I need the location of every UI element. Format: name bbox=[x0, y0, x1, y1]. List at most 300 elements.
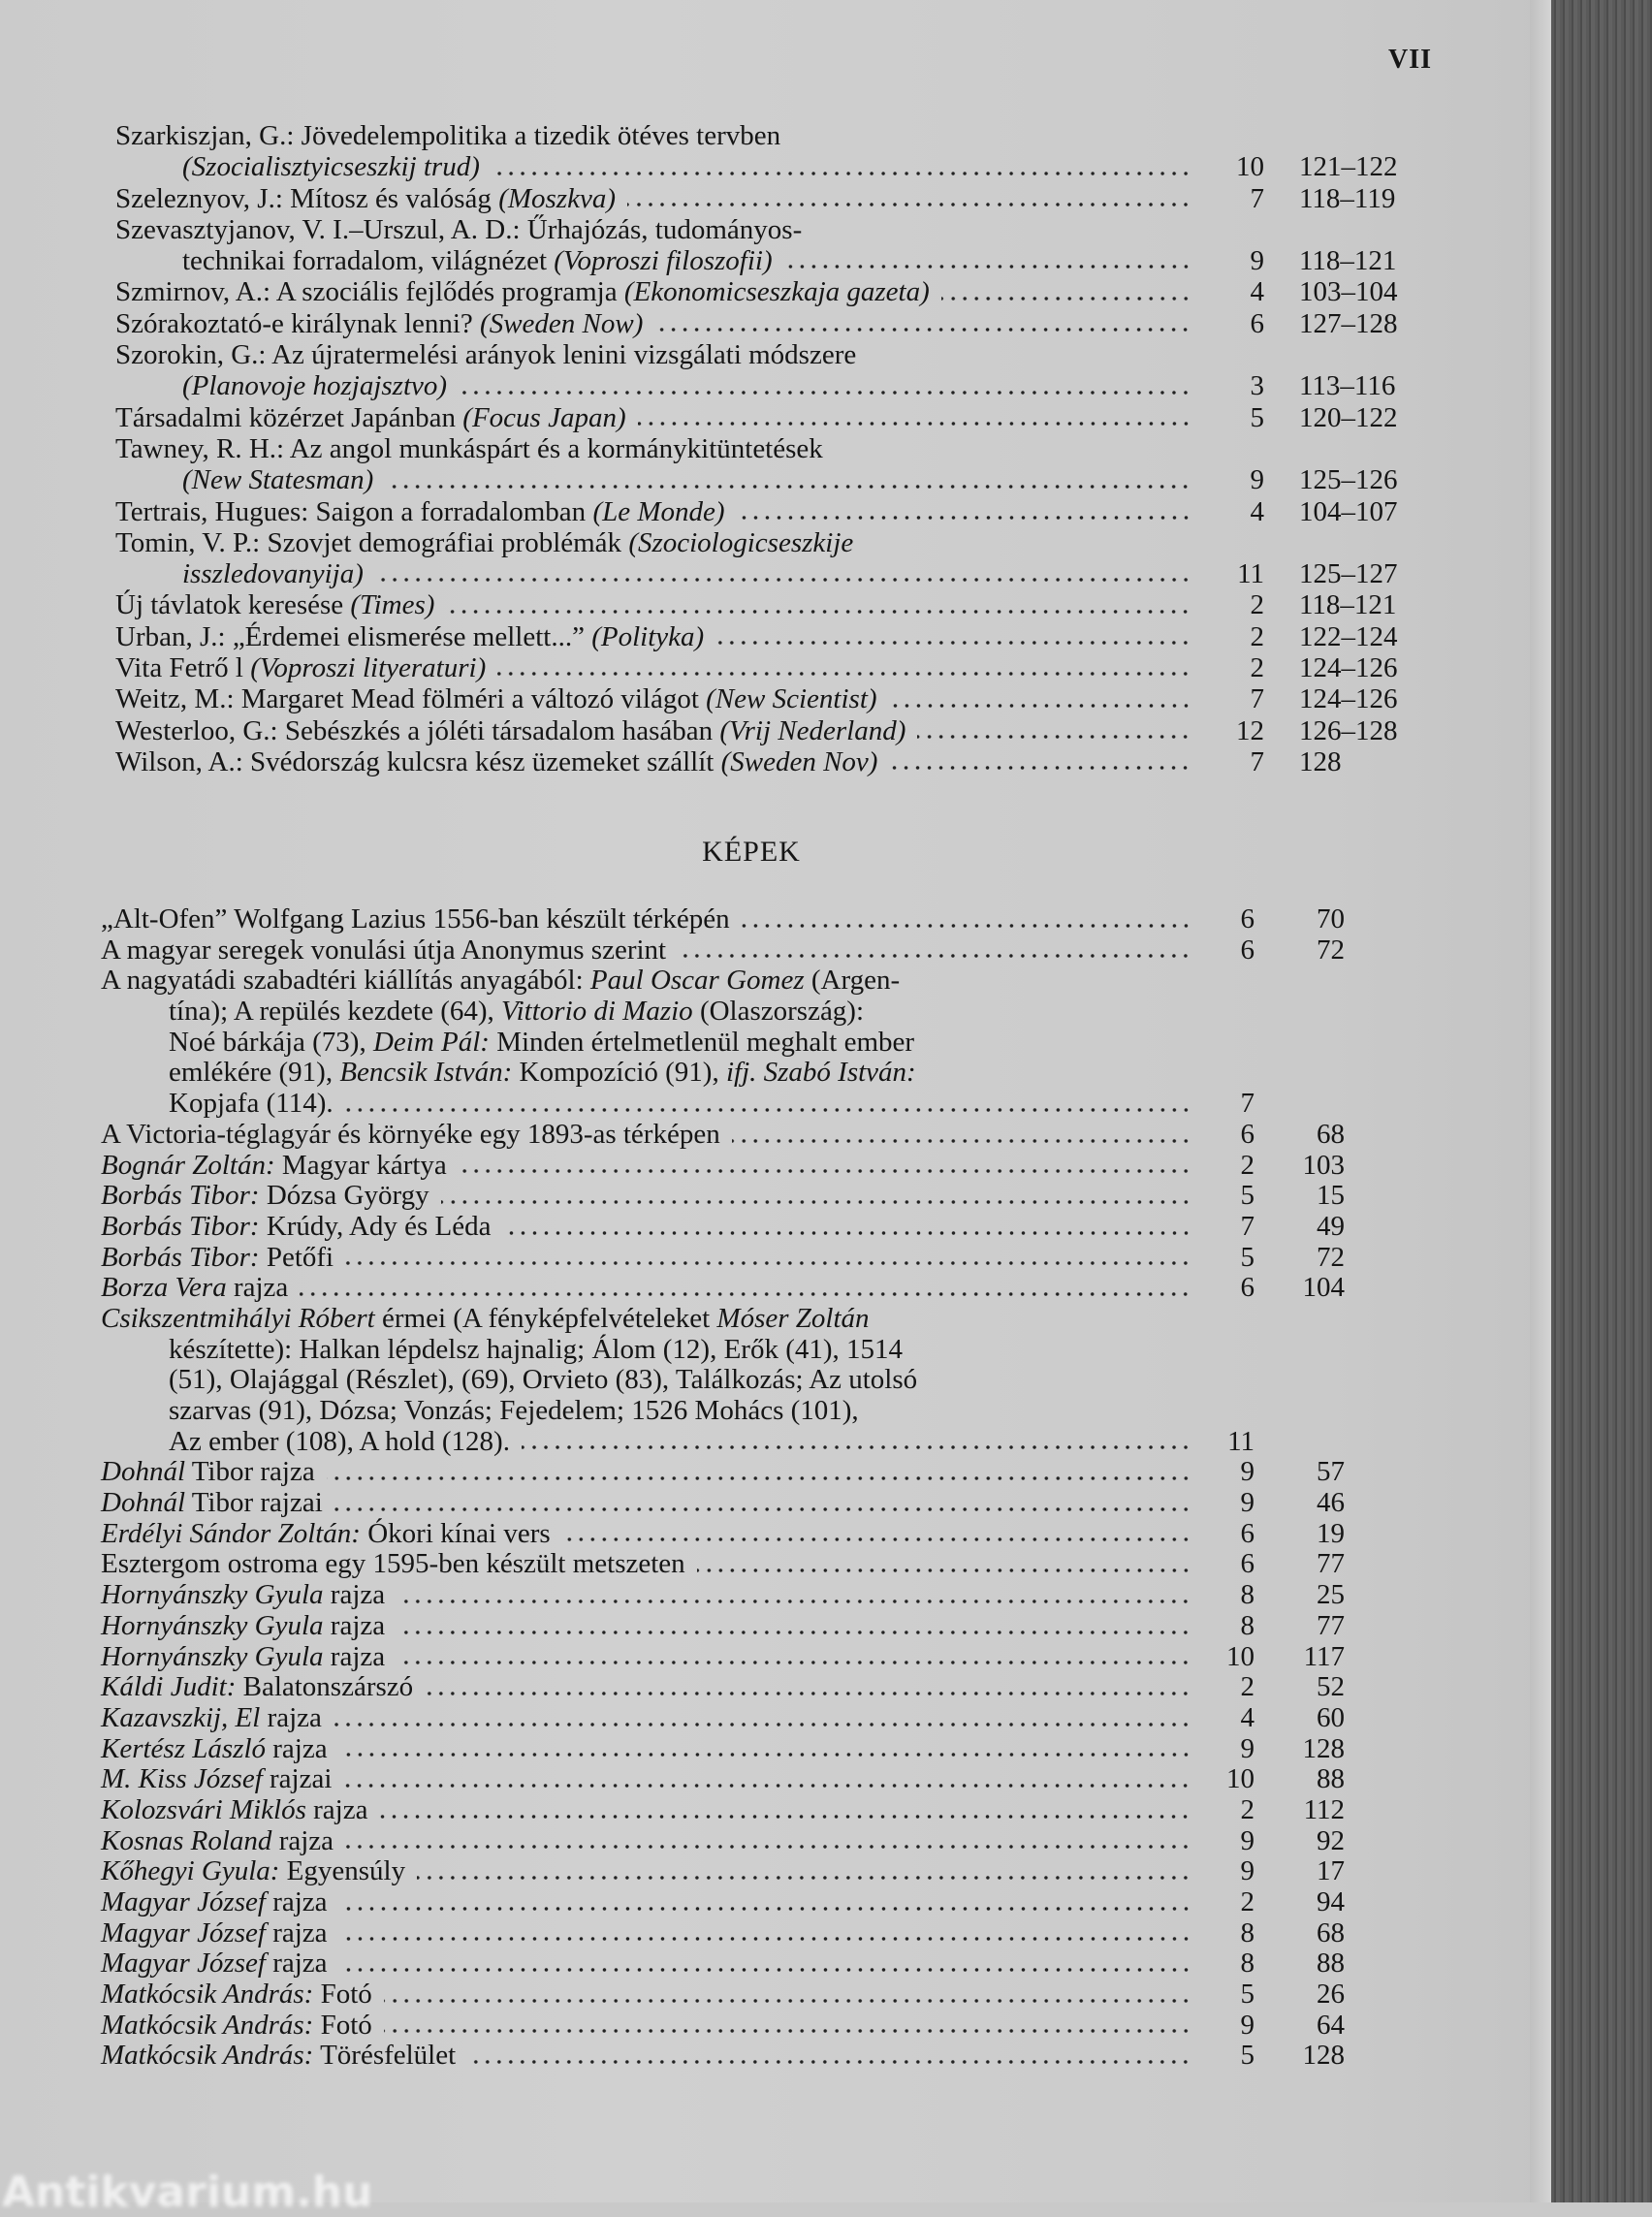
entry-plain-text: Vita Fetrő l bbox=[115, 652, 251, 684]
entry-plain-text: Törésfelület bbox=[313, 2040, 457, 2072]
index-entry-line bbox=[0, 245, 1551, 276]
entry-italic-text: (Voproszi filoszofii) bbox=[554, 245, 773, 277]
entry-text bbox=[101, 1151, 1191, 1182]
page-range: 128 bbox=[1302, 2040, 1345, 2072]
index-entry-line bbox=[0, 997, 1551, 1028]
entry-plain-text: Balatonszárszó bbox=[236, 1671, 414, 1703]
dot-leader bbox=[339, 1748, 1191, 1758]
entry-italic-text: (Times) bbox=[350, 589, 435, 621]
index-entry-line bbox=[0, 1642, 1551, 1673]
page-range: 26 bbox=[1317, 1979, 1345, 2011]
dot-leader bbox=[345, 1840, 1191, 1850]
page-range: 88 bbox=[1317, 1948, 1345, 1979]
entry-plain-text: Szórakoztató-e királynak lenni? bbox=[115, 307, 481, 339]
issue-number: 6 bbox=[1250, 307, 1264, 339]
entry-text bbox=[101, 1734, 1191, 1765]
page-range: 126–128 bbox=[1299, 714, 1398, 746]
issue-number: 12 bbox=[1236, 714, 1264, 746]
entry-plain-text: Dózsa György bbox=[259, 1180, 429, 1212]
dot-leader bbox=[417, 1871, 1191, 1881]
dot-leader bbox=[397, 1656, 1191, 1665]
issue-number: 11 bbox=[1227, 1425, 1255, 1457]
dot-leader bbox=[522, 1441, 1191, 1450]
entry-plain-text: készítette): Halkan lépdelsz hajnalig; Álom (12), Erők (41), 1514 bbox=[169, 1333, 904, 1365]
page-range: 118–121 bbox=[1299, 245, 1397, 277]
entry-text bbox=[182, 558, 1191, 589]
entry-text bbox=[101, 1642, 1191, 1673]
dot-leader bbox=[678, 949, 1191, 959]
issue-number: 9 bbox=[1250, 245, 1264, 277]
entry-text bbox=[169, 1058, 1191, 1089]
page-range: 128 bbox=[1302, 1732, 1345, 1764]
issue-number: 5 bbox=[1240, 1180, 1255, 1212]
entry-plain-text: Petőfi bbox=[259, 1241, 334, 1273]
page-range: 104 bbox=[1302, 1272, 1345, 1304]
dot-leader bbox=[339, 1902, 1191, 1912]
entry-plain-text: rajza bbox=[271, 1824, 334, 1856]
dot-leader bbox=[638, 417, 1191, 427]
index-entry-line bbox=[0, 1120, 1551, 1151]
entry-italic-text: Borza Vera bbox=[101, 1272, 227, 1304]
entry-text bbox=[101, 2011, 1191, 2042]
index-entry-line bbox=[0, 715, 1551, 746]
index-entry-line bbox=[0, 1703, 1551, 1734]
entry-text bbox=[115, 120, 1191, 151]
entry-plain-text: Tomin, V. P.: Szovjet demográfiai problémák bbox=[115, 526, 629, 558]
entry-text bbox=[115, 527, 1191, 558]
issue-number: 2 bbox=[1250, 620, 1264, 652]
index-entry-line bbox=[0, 1979, 1551, 2011]
entry-italic-text: Hornyánszky Gyula bbox=[101, 1609, 324, 1641]
issue-number: 9 bbox=[1240, 1824, 1255, 1856]
entry-plain-text: Szeleznyov, J.: Mítosz és valóság bbox=[115, 182, 499, 214]
entry-text bbox=[115, 183, 1191, 214]
issue-number: 8 bbox=[1240, 1948, 1255, 1979]
dot-leader bbox=[459, 386, 1191, 396]
page-range: 46 bbox=[1317, 1487, 1345, 1519]
entry-text bbox=[101, 1181, 1191, 1212]
dot-leader bbox=[732, 1134, 1191, 1144]
entry-italic-text: M. Kiss József bbox=[101, 1763, 263, 1795]
entry-plain-text: Tibor rajza bbox=[185, 1456, 315, 1488]
issue-number: 5 bbox=[1240, 2040, 1255, 2072]
watermark: Antikvarium.hu bbox=[2, 2168, 373, 2217]
entry-italic-text: Hornyánszky Gyula bbox=[101, 1640, 324, 1672]
page-range: 104–107 bbox=[1299, 495, 1398, 527]
entry-italic-text: (Planovoje hozjajsztvo) bbox=[182, 370, 448, 402]
index-entry-line bbox=[0, 1028, 1551, 1059]
dot-leader bbox=[889, 761, 1191, 771]
dot-leader bbox=[737, 511, 1191, 521]
dot-leader bbox=[742, 919, 1191, 929]
dot-leader bbox=[654, 323, 1191, 333]
entry-plain-text: Szevasztyjanov, V. I.–Urszul, A. D.: Űrhajózás, tudományos- bbox=[115, 213, 803, 245]
entry-italic-text: (Szocialisztyicseszkij trud) bbox=[182, 151, 480, 183]
index-entry-line bbox=[0, 1764, 1551, 1795]
issue-number: 6 bbox=[1240, 903, 1255, 934]
entry-plain-text: Magyar kártya bbox=[274, 1149, 447, 1181]
page-range: 68 bbox=[1317, 1118, 1345, 1150]
entry-italic-text: Bencsik István: bbox=[339, 1057, 513, 1089]
dot-leader bbox=[384, 1994, 1191, 2004]
dot-leader bbox=[375, 573, 1191, 583]
entry-italic-text: Borbás Tibor: bbox=[101, 1241, 260, 1273]
dot-leader bbox=[343, 1779, 1191, 1789]
entry-text bbox=[101, 1826, 1191, 1857]
entry-plain-text: Szmirnov, A.: A szociális fejlődés programja bbox=[115, 276, 624, 308]
index-entry-line bbox=[0, 1611, 1551, 1642]
index-entry-line bbox=[0, 1734, 1551, 1765]
dot-leader bbox=[441, 1195, 1191, 1205]
index-entry-line bbox=[0, 1089, 1551, 1120]
issue-number: 5 bbox=[1240, 1979, 1255, 2011]
index-entry-line bbox=[0, 558, 1551, 589]
page-range: 122–124 bbox=[1299, 620, 1398, 652]
page-range: 103 bbox=[1302, 1149, 1345, 1181]
entry-text bbox=[101, 1918, 1191, 1949]
dot-leader bbox=[497, 667, 1191, 677]
page-range: 17 bbox=[1317, 1855, 1345, 1887]
index-entry-line bbox=[0, 1918, 1551, 1949]
entry-plain-text: rajza bbox=[265, 1886, 328, 1917]
dot-leader bbox=[941, 292, 1191, 301]
entry-italic-text: Magyar József bbox=[101, 1948, 266, 1979]
page-range: 19 bbox=[1317, 1517, 1345, 1549]
entry-text bbox=[101, 1580, 1191, 1611]
entry-plain-text: rajza bbox=[323, 1640, 386, 1672]
entry-plain-text: Tawney, R. H.: Az angol munkáspárt és a kormánykitüntetések bbox=[115, 432, 823, 464]
entry-italic-text: Móser Zoltán bbox=[716, 1302, 870, 1334]
page-range: 118–119 bbox=[1299, 182, 1396, 214]
entry-italic-text: ifj. Szabó István: bbox=[725, 1057, 916, 1089]
page-range: 124–126 bbox=[1299, 683, 1398, 715]
page-range: 77 bbox=[1317, 1609, 1345, 1641]
index-entry-line bbox=[0, 496, 1551, 527]
dot-leader bbox=[334, 1718, 1191, 1727]
page-range: 112 bbox=[1303, 1793, 1345, 1825]
entry-text bbox=[182, 464, 1191, 495]
dot-leader bbox=[397, 1626, 1191, 1635]
index-entry-line bbox=[0, 1549, 1551, 1580]
dot-leader bbox=[562, 1533, 1191, 1542]
issue-number: 9 bbox=[1240, 1732, 1255, 1764]
entry-italic-text: isszledovanyija) bbox=[182, 558, 364, 590]
index-entry-line bbox=[0, 214, 1551, 245]
images-index bbox=[0, 904, 1551, 2072]
issue-number: 6 bbox=[1240, 934, 1255, 966]
dot-leader bbox=[334, 1503, 1191, 1512]
index-entry-line bbox=[0, 1948, 1551, 1979]
page-range: 88 bbox=[1317, 1763, 1345, 1795]
entry-italic-text: Matkócsik András: bbox=[101, 1979, 314, 2011]
entry-text bbox=[115, 652, 1191, 683]
index-entry-line bbox=[0, 276, 1551, 307]
entry-italic-text: (Focus Japan) bbox=[462, 401, 626, 433]
entry-plain-text: Egyensúly bbox=[279, 1855, 406, 1887]
entry-text bbox=[115, 589, 1191, 620]
index-entry-line bbox=[0, 1580, 1551, 1611]
issue-number: 7 bbox=[1250, 683, 1264, 715]
index-entry-line bbox=[0, 966, 1551, 997]
entry-text bbox=[182, 370, 1191, 401]
index-entry-line bbox=[0, 1672, 1551, 1703]
entry-plain-text: Wilson, A.: Svédország kulcsra kész üzemeket szállít bbox=[115, 745, 721, 777]
entry-italic-text: Matkócsik András: bbox=[101, 2040, 314, 2072]
index-entry-line bbox=[0, 1365, 1551, 1396]
entry-text bbox=[101, 1887, 1191, 1918]
entry-text bbox=[115, 715, 1191, 746]
issue-number: 6 bbox=[1240, 1517, 1255, 1549]
entry-italic-text: (Sweden Nov) bbox=[720, 745, 878, 777]
page-range: 72 bbox=[1317, 934, 1345, 966]
page-range: 92 bbox=[1317, 1824, 1345, 1856]
entry-italic-text: Csikszentmihályi Róbert bbox=[101, 1302, 375, 1334]
entry-plain-text: Esztergom ostroma egy 1595-ben készült metszeten bbox=[101, 1548, 685, 1580]
index-entry-line bbox=[0, 308, 1551, 339]
issue-number: 7 bbox=[1240, 1088, 1255, 1120]
entry-text bbox=[101, 1703, 1191, 1734]
entry-text bbox=[115, 683, 1191, 714]
dot-leader bbox=[889, 699, 1191, 709]
entry-plain-text: Kompozíció (91), bbox=[512, 1057, 726, 1089]
page-number: VII bbox=[1388, 45, 1433, 75]
entry-plain-text: „Alt-Ofen” Wolfgang Lazius 1556-ban készült térképén bbox=[101, 903, 730, 934]
entry-text bbox=[101, 1120, 1191, 1151]
dot-leader bbox=[384, 2024, 1191, 2034]
background-surface bbox=[1551, 0, 1652, 2202]
issue-number: 5 bbox=[1250, 401, 1264, 433]
entry-text bbox=[101, 2041, 1191, 2072]
issue-number: 2 bbox=[1240, 1149, 1255, 1181]
entry-text bbox=[182, 151, 1191, 182]
page-range: 113–116 bbox=[1299, 370, 1396, 402]
dot-leader bbox=[503, 1226, 1191, 1236]
entry-text bbox=[169, 1089, 1191, 1120]
entry-text bbox=[115, 308, 1191, 339]
index-entry-line bbox=[0, 1519, 1551, 1550]
entry-italic-text: Káldi Judit: bbox=[101, 1671, 237, 1703]
issue-number: 10 bbox=[1226, 1763, 1255, 1795]
entry-plain-text: Kopjafa (114). bbox=[169, 1088, 334, 1120]
dot-leader bbox=[917, 730, 1191, 740]
entry-plain-text: (51), Olajággal (Részlet), (69), Orvieto (83), Találkozás; Az utolsó bbox=[169, 1364, 918, 1396]
entry-plain-text: Urban, J.: „Érdemei elismerése mellett...” bbox=[115, 620, 592, 652]
issue-number: 10 bbox=[1226, 1640, 1255, 1672]
entry-plain-text: rajza bbox=[266, 1732, 328, 1764]
page-range: 68 bbox=[1317, 1916, 1345, 1948]
issue-number: 6 bbox=[1240, 1272, 1255, 1304]
entry-italic-text: (Voproszi lityeraturi) bbox=[250, 652, 487, 684]
page-range: 64 bbox=[1317, 2009, 1345, 2041]
entry-plain-text: Tibor rajzai bbox=[185, 1487, 323, 1519]
issue-number: 9 bbox=[1240, 1487, 1255, 1519]
entry-plain-text: tína); A repülés kezdete (64), bbox=[169, 996, 502, 1028]
dot-leader bbox=[327, 1472, 1191, 1481]
index-entry-line bbox=[0, 183, 1551, 214]
entry-italic-text: Hornyánszky Gyula bbox=[101, 1579, 324, 1611]
issue-number: 8 bbox=[1240, 1916, 1255, 1948]
entry-plain-text: Noé bárkája (73), bbox=[169, 1026, 373, 1058]
dot-leader bbox=[697, 1564, 1191, 1573]
issue-number: 2 bbox=[1250, 652, 1264, 684]
dot-leader bbox=[300, 1287, 1191, 1297]
entry-plain-text: Társadalmi közérzet Japánban bbox=[115, 401, 463, 433]
entry-italic-text: Borbás Tibor: bbox=[101, 1180, 260, 1212]
issue-number: 7 bbox=[1240, 1210, 1255, 1242]
entry-italic-text: Kőhegyi Gyula: bbox=[101, 1855, 280, 1887]
dot-leader bbox=[446, 605, 1191, 615]
entry-text bbox=[115, 276, 1191, 307]
entry-text bbox=[101, 966, 1191, 997]
entry-italic-text: Kertész László bbox=[101, 1732, 267, 1764]
issue-number: 9 bbox=[1240, 1456, 1255, 1488]
entry-italic-text: Deim Pál: bbox=[372, 1026, 490, 1058]
issue-number: 11 bbox=[1237, 558, 1264, 590]
dot-leader bbox=[467, 2055, 1191, 2065]
index-entry-line bbox=[0, 746, 1551, 777]
page-range: 94 bbox=[1317, 1886, 1345, 1917]
issue-number: 4 bbox=[1250, 495, 1264, 527]
entry-italic-text: (Moszkva) bbox=[498, 182, 616, 214]
entry-italic-text: (New Scientist) bbox=[706, 683, 877, 715]
entry-text bbox=[182, 245, 1191, 276]
dot-leader bbox=[784, 260, 1191, 269]
issue-number: 10 bbox=[1236, 151, 1264, 183]
index-entry-line bbox=[0, 1243, 1551, 1274]
index-entry-line bbox=[0, 1058, 1551, 1089]
entry-italic-text: Magyar József bbox=[101, 1886, 266, 1917]
entry-plain-text: rajza bbox=[265, 1916, 328, 1948]
issue-number: 4 bbox=[1240, 1701, 1255, 1733]
issue-number: 9 bbox=[1250, 464, 1264, 496]
index-entry-line bbox=[0, 1304, 1551, 1335]
entry-text bbox=[101, 1979, 1191, 2011]
entry-text bbox=[169, 1396, 1191, 1427]
page-range: 57 bbox=[1317, 1456, 1345, 1488]
entry-text bbox=[101, 1764, 1191, 1795]
entry-plain-text: Szarkiszjan, G.: Jövedelempolitika a tizedik ötéves tervben bbox=[115, 120, 781, 151]
entry-text bbox=[101, 1273, 1191, 1304]
index-entry-line bbox=[0, 370, 1551, 401]
page-range: 127–128 bbox=[1299, 307, 1398, 339]
entry-text bbox=[169, 1335, 1191, 1366]
entry-italic-text: (New Statesman) bbox=[182, 464, 374, 496]
dot-leader bbox=[397, 1595, 1191, 1604]
dot-leader bbox=[627, 198, 1191, 207]
page-range: 15 bbox=[1317, 1180, 1345, 1212]
entry-plain-text: (Argen- bbox=[804, 965, 901, 997]
entry-italic-text: Borbás Tibor: bbox=[101, 1210, 260, 1242]
issue-number: 6 bbox=[1240, 1548, 1255, 1580]
index-entry-line bbox=[0, 1488, 1551, 1519]
entry-text bbox=[101, 1457, 1191, 1488]
entry-text bbox=[115, 433, 1191, 464]
entry-plain-text: rajza bbox=[305, 1793, 368, 1825]
dot-leader bbox=[345, 1103, 1191, 1113]
page-range: 25 bbox=[1317, 1579, 1345, 1611]
entry-text bbox=[101, 935, 1191, 966]
index-entry-line bbox=[0, 589, 1551, 620]
entry-plain-text: rajza bbox=[260, 1701, 322, 1733]
page-range: 52 bbox=[1317, 1671, 1345, 1703]
articles-index bbox=[0, 120, 1551, 777]
issue-number: 2 bbox=[1240, 1671, 1255, 1703]
page-range: 120–122 bbox=[1299, 401, 1398, 433]
entry-plain-text: Tertrais, Hugues: Saigon a forradalomban bbox=[115, 495, 593, 527]
entry-italic-text: Dohnál bbox=[101, 1487, 185, 1519]
entry-italic-text: (Sweden Now) bbox=[480, 307, 644, 339]
index-entry-line bbox=[0, 402, 1551, 433]
entry-text bbox=[101, 1948, 1191, 1979]
index-entry-line bbox=[0, 1396, 1551, 1427]
index-entry-line bbox=[0, 1427, 1551, 1458]
entry-plain-text: Weitz, M.: Margaret Mead fölméri a változó világot bbox=[115, 683, 707, 715]
page-range: 60 bbox=[1317, 1701, 1345, 1733]
entry-text bbox=[115, 214, 1191, 245]
entry-text bbox=[115, 496, 1191, 527]
entry-plain-text: rajzai bbox=[262, 1763, 333, 1795]
page-range: 125–127 bbox=[1299, 558, 1398, 590]
page-range: 49 bbox=[1317, 1210, 1345, 1242]
index-entry-line bbox=[0, 1212, 1551, 1243]
index-entry-line bbox=[0, 527, 1551, 558]
entry-plain-text: A nagyatádi szabadtéri kiállítás anyagából: bbox=[101, 965, 590, 997]
index-entry-line bbox=[0, 2041, 1551, 2072]
entry-plain-text: szarvas (91), Dózsa; Vonzás; Fejedelem; 1526 Mohács (101), bbox=[169, 1395, 859, 1426]
page-range: 117 bbox=[1303, 1640, 1345, 1672]
entry-plain-text: Krúdy, Ady és Léda bbox=[259, 1210, 492, 1242]
issue-number: 9 bbox=[1240, 2009, 1255, 2041]
index-entry-line bbox=[0, 1151, 1551, 1182]
issue-number: 7 bbox=[1250, 182, 1264, 214]
index-entry-line bbox=[0, 151, 1551, 182]
section-heading-kepek: KÉPEK bbox=[702, 836, 801, 868]
entry-text bbox=[115, 621, 1191, 652]
dot-leader bbox=[492, 167, 1191, 176]
entry-text bbox=[101, 1611, 1191, 1642]
entry-italic-text: (Vrij Nederland) bbox=[719, 714, 906, 746]
issue-number: 9 bbox=[1240, 1855, 1255, 1887]
entry-plain-text: (Olaszország): bbox=[692, 996, 865, 1028]
entry-italic-text: Kazavszkij, El bbox=[101, 1701, 261, 1733]
entry-plain-text: rajza bbox=[323, 1609, 386, 1641]
index-entry-line bbox=[0, 1887, 1551, 1918]
entry-plain-text: Szorokin, G.: Az újratermelési arányok lenini vizsgálati módszere bbox=[115, 339, 857, 371]
entry-text bbox=[101, 1304, 1191, 1335]
entry-plain-text: Az ember (108), A hold (128). bbox=[169, 1425, 510, 1457]
issue-number: 2 bbox=[1240, 1793, 1255, 1825]
index-entry-line bbox=[0, 464, 1551, 495]
index-entry-line bbox=[0, 1795, 1551, 1826]
page-range: 70 bbox=[1317, 903, 1345, 934]
issue-number: 2 bbox=[1240, 1886, 1255, 1917]
entry-plain-text: Westerloo, G.: Sebészkés a jóléti társadalom hasában bbox=[115, 714, 720, 746]
index-entry-line bbox=[0, 683, 1551, 714]
dot-leader bbox=[385, 480, 1191, 490]
entry-plain-text: rajza bbox=[323, 1579, 386, 1611]
issue-number: 8 bbox=[1240, 1579, 1255, 1611]
entry-plain-text: technikai forradalom, világnézet bbox=[182, 245, 555, 277]
entry-plain-text: A magyar seregek vonulási útja Anonymus szerint bbox=[101, 934, 667, 966]
entry-text bbox=[169, 1427, 1191, 1458]
page-range: 124–126 bbox=[1299, 652, 1398, 684]
index-entry-line bbox=[0, 935, 1551, 966]
issue-number: 7 bbox=[1250, 745, 1264, 777]
entry-plain-text: rajza bbox=[265, 1948, 328, 1979]
page-range: 118–121 bbox=[1299, 589, 1397, 621]
entry-text bbox=[101, 1856, 1191, 1887]
issue-number: 2 bbox=[1250, 589, 1264, 621]
